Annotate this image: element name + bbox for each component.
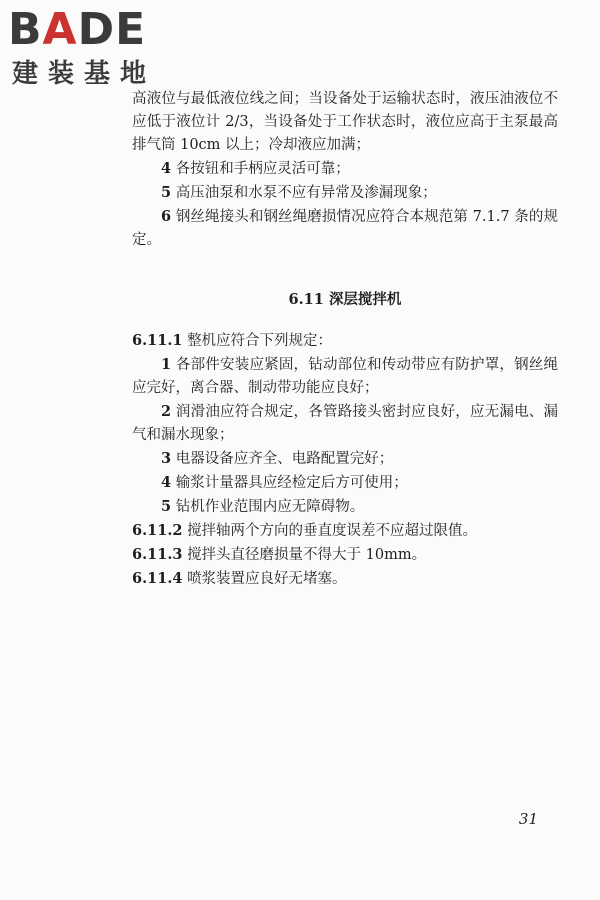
logo-wordmark: [8, 6, 146, 54]
item-number: 1: [161, 356, 172, 373]
item-text: 电器设备应齐全、电路配置完好；: [175, 451, 394, 467]
logo-letter-b: B: [8, 4, 43, 55]
page-number: 31: [518, 810, 538, 828]
item-text: 钢丝绳接头和钢丝绳磨损情况应符合本规范第 7.1.7 条的规定。: [132, 209, 558, 248]
clause-text: 整机应符合下列规定：: [187, 333, 333, 349]
item-number: 4: [161, 160, 172, 177]
clause: [132, 543, 558, 567]
list-item: [132, 447, 558, 471]
list-item: [132, 181, 558, 205]
item-number: 5: [161, 498, 172, 515]
item-text: 钻机作业范围内应无障碍物。: [175, 499, 365, 515]
list-item: [132, 471, 558, 495]
item-number: 5: [161, 184, 172, 201]
clause-text: 搅拌头直径磨损量不得大于 10mm。: [187, 547, 427, 563]
item-number: 6: [161, 208, 172, 225]
item-number: 3: [161, 450, 172, 467]
item-text: 高压油泵和水泵不应有异常及渗漏现象；: [175, 185, 437, 201]
list-item: [132, 205, 558, 252]
item-number: 4: [161, 474, 172, 491]
bade-logo: [8, 6, 178, 92]
list-item: [132, 353, 558, 400]
item-number: 2: [161, 403, 172, 420]
logo-letters-de: DE: [77, 4, 147, 55]
logo-letter-a-accent: A: [42, 4, 78, 55]
continued-paragraph: 高液位与最低液位线之间；当设备处于运输状态时，液压油液位不应低于液位计 2/3，当设备处于工作状态时，液位应高于主泵最高排气筒 10cm 以上；冷却液应加满；: [132, 91, 558, 153]
list-item: [132, 157, 558, 181]
item-text: 各部件安装应紧固，钻动部位和传动带应有防护罩，钢丝绳应完好，离合器、制动带功能应良好；: [132, 357, 559, 396]
item-text: 润滑油应符合规定，各管路接头密封应良好，应无漏电、漏气和漏水现象；: [132, 404, 559, 443]
section-title: 深层搅拌机: [328, 291, 402, 308]
clause-number: 6.11.1: [132, 332, 183, 349]
clause: [132, 329, 558, 353]
clause-number: 6.11.4: [132, 570, 183, 587]
list-item: [132, 495, 558, 519]
list-item: [132, 400, 558, 447]
item-text: 各按钮和手柄应灵活可靠；: [175, 161, 350, 177]
logo-tagline: 建装基地: [12, 59, 157, 89]
clause-text: 喷浆装置应良好无堵塞。: [187, 571, 347, 587]
clause-text: 搅拌轴两个方向的垂直度误差不应超过限值。: [187, 523, 478, 539]
section-number: 6.11: [288, 291, 324, 308]
clause: [132, 519, 558, 543]
section-heading: [132, 288, 558, 311]
clause-number: 6.11.2: [132, 522, 183, 539]
item-text: 输浆计量器具应经检定后方可使用；: [175, 475, 408, 491]
clause-number: 6.11.3: [132, 546, 183, 563]
clause: [132, 567, 558, 591]
document-body: [132, 88, 558, 591]
